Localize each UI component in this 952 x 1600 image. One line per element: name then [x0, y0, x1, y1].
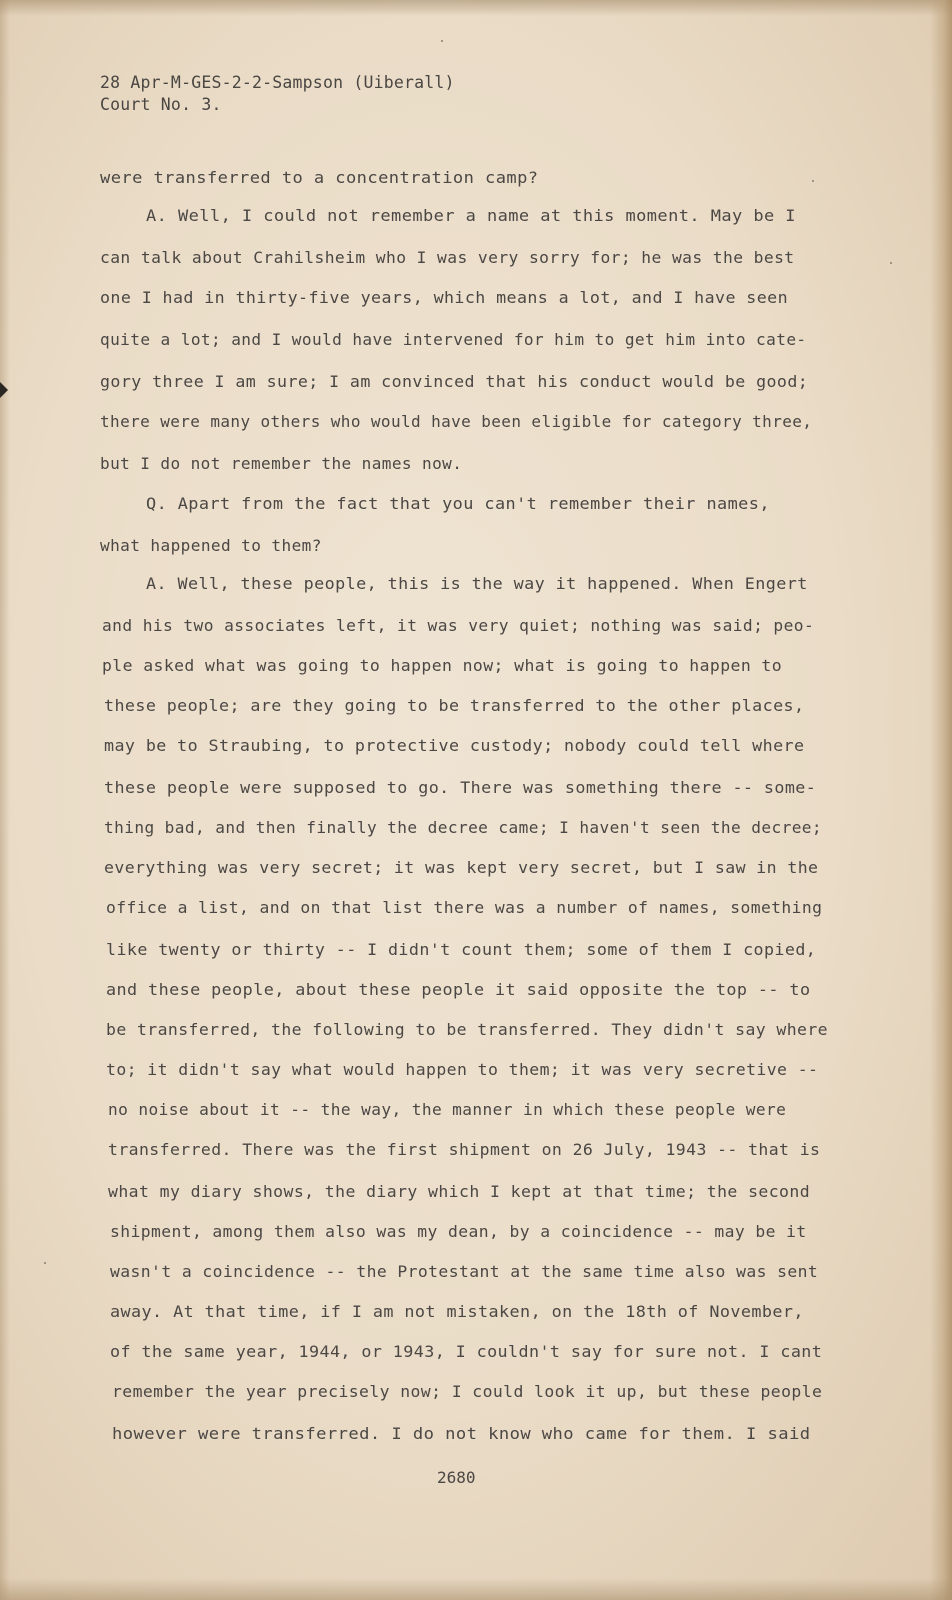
margin-mark: [0, 382, 8, 398]
body-line: there were many others who would have been eligible for category three,: [100, 412, 813, 431]
header-case-reference: 28 Apr-M-GES-2-2-Sampson (Uiberall): [100, 73, 455, 92]
paper-speck: [44, 1262, 46, 1264]
body-line: what my diary shows, the diary which I kept at that time; the second: [108, 1182, 811, 1201]
body-line: transferred. There was the first shipment on 26 July, 1943 -- that is: [108, 1140, 821, 1159]
body-line: thing bad, and then finally the decree came; I haven't seen the decree;: [104, 818, 823, 837]
paper-edge-top: [0, 0, 952, 16]
body-line: away. At that time, if I am not mistaken, on the 18th of November,: [110, 1302, 804, 1321]
body-line: these people were supposed to go. There was something there -- some-: [104, 778, 817, 797]
paper-speck: [441, 40, 443, 42]
body-line: but I do not remember the names now.: [100, 454, 463, 473]
body-line: shipment, among them also was my dean, by a coincidence -- may be it: [110, 1222, 807, 1241]
body-line: were transferred to a concentration camp?: [100, 168, 539, 187]
body-line: may be to Straubing, to protective custody; nobody could tell where: [104, 736, 805, 755]
paper-edge-left: [0, 0, 10, 1600]
body-line: remember the year precisely now; I could look it up, but these people: [112, 1382, 823, 1401]
paper-edge-bottom: [0, 1578, 952, 1600]
body-line: everything was very secret; it was kept very secret, but I saw in the: [104, 858, 819, 877]
body-line: and these people, about these people it said opposite the top -- to: [106, 980, 811, 999]
body-line: one I had in thirty-five years, which means a lot, and I have seen: [100, 288, 788, 307]
body-line: Q. Apart from the fact that you can't remember their names,: [146, 494, 770, 513]
body-line: no noise about it -- the way, the manner in which these people were: [108, 1100, 787, 1119]
page-number: 2680: [437, 1468, 476, 1487]
body-line: to; it didn't say what would happen to them; it was very secretive --: [106, 1060, 819, 1079]
paper-speck: [812, 180, 814, 182]
body-line: gory three I am sure; I am convinced that his conduct would be good;: [100, 372, 809, 391]
body-line: however were transferred. I do not know who came for them. I said: [112, 1424, 811, 1443]
body-line: wasn't a coincidence -- the Protestant at the same time also was sent: [110, 1262, 819, 1281]
document-header: [100, 72, 455, 116]
body-line: these people; are they going to be transferred to the other places,: [104, 696, 805, 715]
body-line: can talk about Crahilsheim who I was very sorry for; he was the best: [100, 248, 795, 267]
body-line: A. Well, these people, this is the way it happened. When Engert: [146, 574, 808, 593]
body-line: A. Well, I could not remember a name at this moment. May be I: [146, 206, 796, 225]
body-line: what happened to them?: [100, 536, 322, 555]
body-line: like twenty or thirty -- I didn't count them; some of them I copied,: [106, 940, 817, 959]
paper-speck: [890, 262, 892, 264]
body-line: be transferred, the following to be transferred. They didn't say where: [106, 1020, 828, 1039]
body-line: ple asked what was going to happen now; what is going to happen to: [102, 656, 783, 675]
paper-edge-right: [930, 0, 952, 1600]
body-line: and his two associates left, it was very quiet; nothing was said; peo-: [102, 616, 815, 635]
body-line: quite a lot; and I would have intervened for him to get him into cate-: [100, 330, 807, 349]
body-line: office a list, and on that list there was a number of names, something: [106, 898, 823, 917]
header-court-number: Court No. 3.: [100, 95, 222, 114]
body-line: of the same year, 1944, or 1943, I couldn't say for sure not. I cant: [110, 1342, 823, 1361]
